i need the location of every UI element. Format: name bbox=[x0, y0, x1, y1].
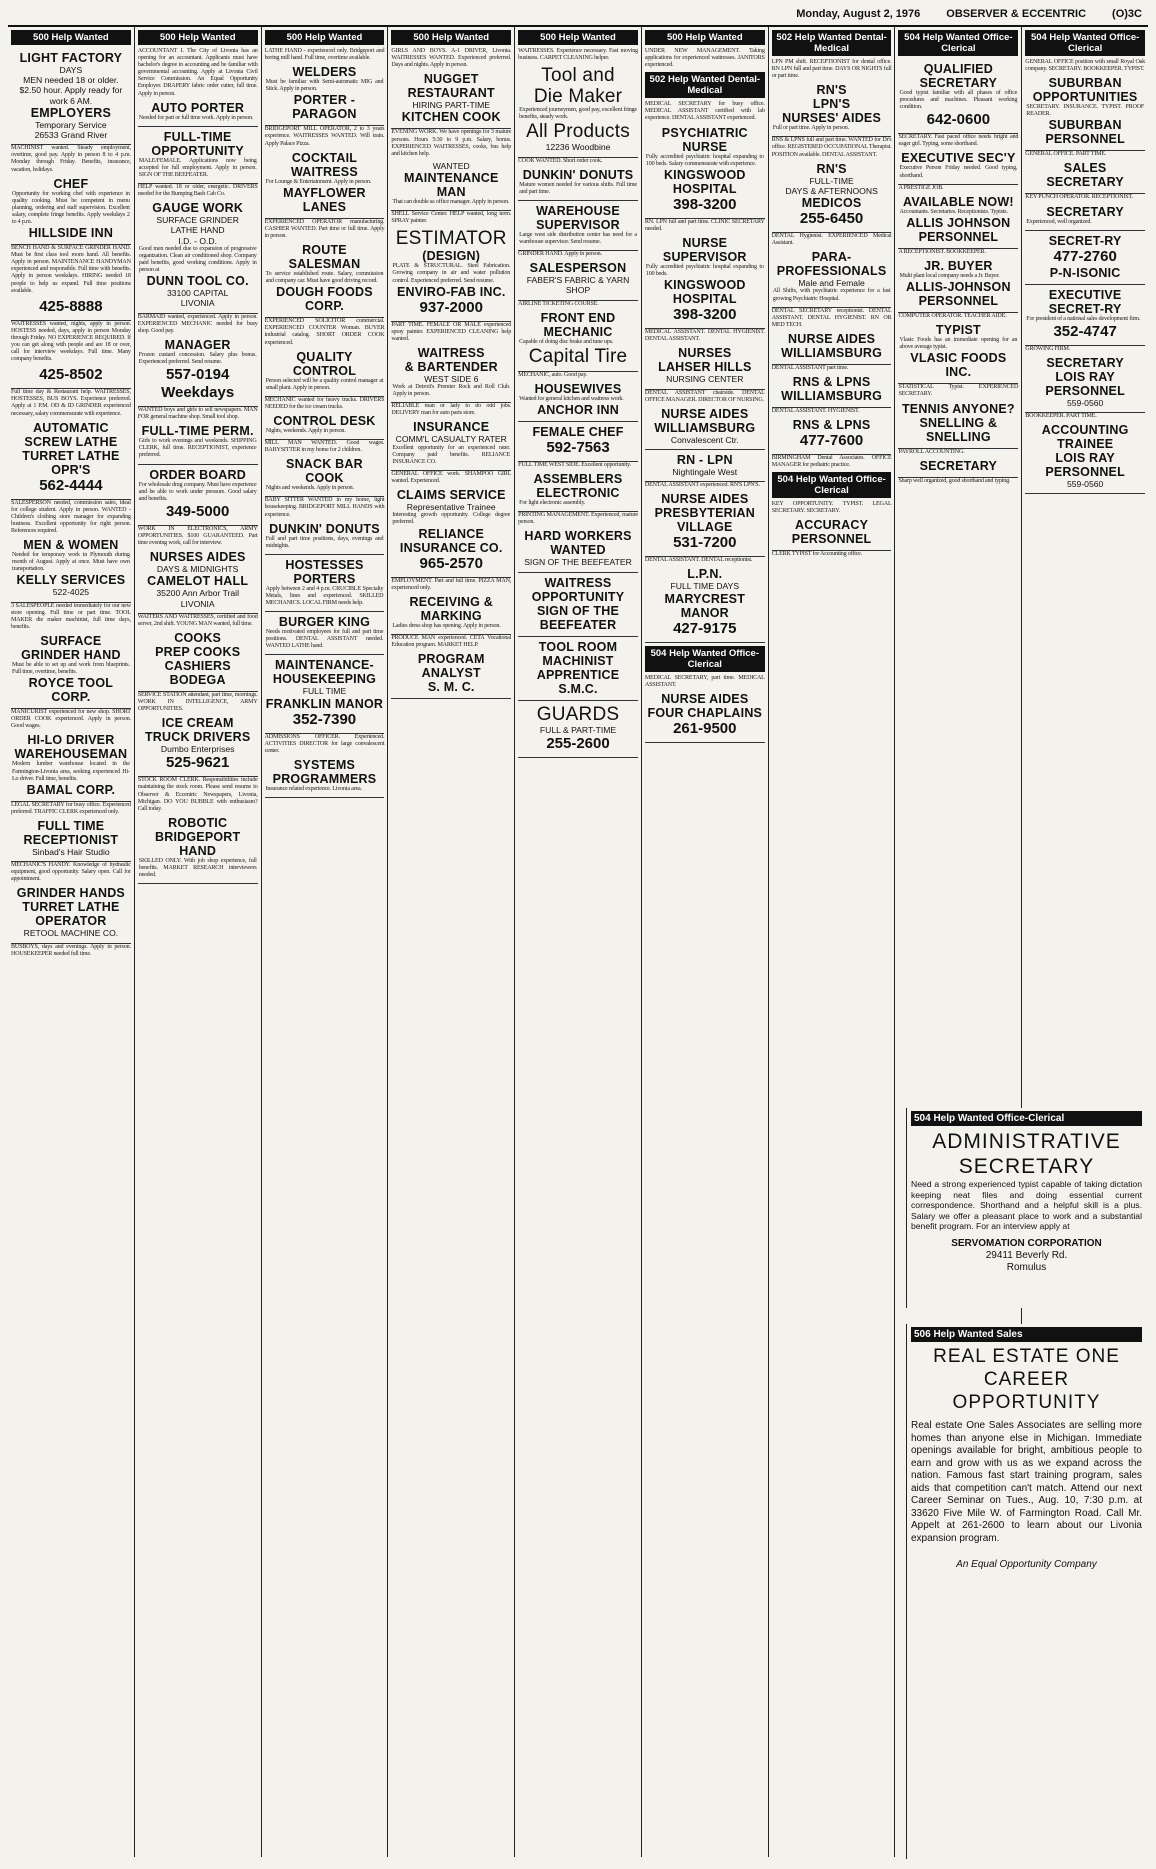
ad-perm: FULL-TIME PERM. Girls to work evenings and weekends. SHIPPING CLERK, full time. RECEPTIONIST, experience preferred. bbox=[138, 421, 258, 464]
ad-typist: TYPIST Vlasic Foods has an immediate opening for an above average typist. VLASIC FOODS INC. bbox=[898, 320, 1018, 384]
ad-grinder-hands: GRINDER HANDS TURRET LATHE OPERATOR RETOOL MACHINE CO. bbox=[11, 883, 131, 943]
section-header: 504 Help Wanted Office-Clerical bbox=[898, 30, 1018, 56]
column-9: 504 Help Wanted Office-Clerical GENERAL OFFICE position with small Royal Oak company. SECRETARY. BOOKKEEPER. TYPIST. SUBURBAN OPPORTUNITIES SECRETARY. INSURANCE. TYPIST. PROOF READER. SUBURBAN PERSONNEL GENERAL OFFICE. PART TIME. SALES SECRETARY KEY PUNCH OPERATOR. RECEPTIONIST. SECRETARY Experienced, well organized. SECRET-RY 477-2760 P-N-ISONIC EXECUTIVE SECRET-RY For president of a national sales development firm. 352-4747 GROWING FIRM. SECRETARY LOIS RAY PERSONNEL 559-0560 BOOKKEEPER. PART TIME. ACCOUNTING TRAINEE LOIS RAY PERSONNEL 559-0560 bbox=[1022, 27, 1148, 1857]
ad-men-women: MEN & WOMEN Needed for temporary work in Plymouth during month of August. Apply at once. Must have own transportation. KELLY SERVICES 522-4025 bbox=[11, 535, 131, 602]
ad-qualified-secretary: QUALIFIED SECRETARY Good typist familiar with all phases of office procedures and machines. Pleasant working condition. 642-0600 bbox=[898, 59, 1018, 134]
ad-accuracy: ACCURACY PERSONNEL bbox=[772, 515, 892, 551]
ad-jr-buyer: JR. BUYER Multi plant local company needs a Jr. Buyer. ALLIS-JOHNSON PERSONNEL bbox=[898, 256, 1018, 313]
ad-receptionist: FULL TIME RECEPTIONIST Sinbad's Hair Studio bbox=[11, 816, 131, 862]
section-header: 500 Help Wanted bbox=[518, 30, 638, 45]
ad-gauge-work: GAUGE WORK SURFACE GRINDER LATHE HAND I.D. - O.D. Good men needed due to expansion of progressive organization. Clean air conditioned shop. Company paid benefits, good working conditions. Apply in person at DUNN TOOL CO. 33100 CAPITAL LIVONIA bbox=[138, 198, 258, 313]
ad-dunkin-5: DUNKIN' DONUTS Mature women needed for various shifts. Full time and part time. bbox=[518, 165, 638, 201]
column-1: 500 Help Wanted LIGHT FACTORY DAYS MEN needed 18 or older. $2.50 hour. Apply ready for work 6 AM. EMPLOYERS Temporary Service 26533 Grand River MACHINIST wanted. Steady employment, overtime, good pay. Apply in person 8 to 4 p.m. Monday through Friday. Benefits, insurance, vacation, holidays. CHEF Opportunity for working chef with experience in quality cooking. Must be competent in menu planning, ordering and staff supervision. Excellent salary, complete fringe benefits. Apply weekdays 2 to 4 p.m. HILLSIDE INN BENCH HAND & SURFACE GRINDER HAND. Must be first class tool room hand. All benefits. Apply in person. MAINTENANCE HANDYMAN experienced and responsible. Full time with benefits. Apply in person weekdays. HIRING needed 18 people to help us expand. Full time positions available. 425-8888 WAITRESSES wanted, nights, apply in person. HOSTESS needed, days, apply in person Monday through Friday. NO EXPERIENCE REQUIRED. If you can get along with people and are 18 or over, call for interview weekdays. Full time. Many company benefits. 425-8502 Full time day & Restaurant help. WAITRESSES, HOSTESSES, BUS BOYS. Experience preferred. Apply at 1 P.M. OD & ID GRINDER experienced necessary, salary commensurate with experience. AUTOMATIC SCREW LATHE TURRET LATHE OPR'S 562-4444 SALESPERSON needed, commission sales, ideal for college student. Apply in person. WANTED - Children's clothing store manager for expanding business. Excellent opportunity for right person. References required. MEN & WOMEN Needed for temporary work in Plymouth during month of August. Apply at once. Must have own transportation. KELLY SERVICES 522-4025 3 SALESPEOPLE needed immediately for our new store opening. Full time or part time. TOOL MAKER die maker machinist, full time days, benefits. SURFACE GRINDER HAND Must be able to set up and work from blueprints. Full time, overtime, benefits. ROYCE TOOL CORP. MANICURIST experienced for new shop. SHORT ORDER COOK experienced. Apply in person. Good wages. HI-LO DRIVER WAREHOUSEMAN Modern lumber warehouse located in the Farmington-Livonia area, seeking experienced Hi-Lo driver. Full time, benefits. BAMAL CORP. LEGAL SECRETARY for busy office. Experienced preferred. TRAFFIC CLERK experienced only. FULL TIME RECEPTIONIST Sinbad's Hair Studio MECHANIC'S HANDY. Knowledge of hydraulic equipment, good opportunity. Salary open. Call for appointment. GRINDER HANDS TURRET LATHE OPERATOR RETOOL MACHINE CO. BUSBOYS, days and evenings. Apply in person. HOUSEKEEPER needed full time. bbox=[8, 27, 135, 1857]
ad-burger-king: BURGER KING Needs motivated employees for full and part time positions. DENTAL ASSISTANT needed. WANTED LATHE hand. bbox=[265, 612, 385, 655]
ad-welders: WELDERS Must be familiar with Semi-automatic MIG and Stick. Apply in person. PORTER - PARAGON bbox=[265, 62, 385, 126]
ad-phone-2: 425-8502 bbox=[11, 363, 131, 389]
ad-body-text: MACHINIST wanted. Steady employment, overtime, good pay. Apply in person 8 to 4 p.m. Monday through Friday. Benefits, insurance, vacation, holidays. bbox=[11, 145, 131, 173]
ad-manager: MANAGER Frozen custard concession. Salary plus bonus. Experienced preferred. Send resume. 557-0194 Weekdays bbox=[138, 335, 258, 407]
ad-administrative-secretary bbox=[906, 1108, 1146, 1308]
real-estate-body: Real estate One Sales Associates are selling more homes than anyone else in Michigan. Immediate openings available for bright, ambitious people to earn and grow with us as we expand across the nation. Famous fast start training program, sales aids that competition can't match. Attend our next Career Seminar on Tues., Aug. 10, 7:30 p.m. at 33620 Five Mile W. of Farmington Road. Call Mr. Appelt at 261-2600 to learn about our Livonia expansion program. bbox=[911, 1420, 1142, 1544]
ad-nurse-aides-presbyterian: NURSE AIDES PRESBYTERIAN VILLAGE 531-7200 bbox=[645, 489, 765, 557]
ad-exec-sec: EXECUTIVE SEC'Y Executive Person Friday needed. Good typing, shorthand. bbox=[898, 148, 1018, 184]
section-header: 506 Help Wanted Sales bbox=[911, 1327, 1142, 1342]
column-5: 500 Help Wanted WAITRESSES. Experience necessary. Fast moving business. CARPET CLEANING helper. Tool and Die Maker Experienced journeymen, good pay, excellent fringe benefits, steady work. All Products 12236 Woodbine COOK WANTED. Short order cook. DUNKIN' DONUTS Mature women needed for various shifts. Full time and part time. WAREHOUSE SUPERVISOR Large west side distribution center has need for a warehouse supervisor. Send resume. GRINDER HAND. Apply in person. SALESPERSON FABER'S FABRIC & YARN SHOP AIRLINE TICKETING COURSE. FRONT END MECHANIC Capable of doing disc brake and tune ups. Capital Tire MECHANIC, auto. Good pay. HOUSEWIVES Wanted for general kitchen and waitress work. ANCHOR INN FEMALE CHEF 592-7563 FULL TIME WEST SIDE. Excellent opportunity. ASSEMBLERS ELECTRONIC For light electronic assembly. PRINTING MANAGEMENT. Experienced, mature person. HARD WORKERS WANTED SIGN OF THE BEEFEATER WAITRESS OPPORTUNITY SIGN OF THE BEEFEATER TOOL ROOM MACHINIST APPRENTICE S.M.C. GUARDS FULL & PART-TIME 255-2600 bbox=[515, 27, 642, 1857]
ad-psychiatric-nurse: PSYCHIATRIC NURSE Fully accredited psychiatric hospital expanding to 100 beds. Salary commensurate with experience. KINGSWOOD HOSPITAL 398-3200 bbox=[645, 123, 765, 219]
ad-cocktail: COCKTAIL WAITRESS For Lounge & Entertainment. Apply in person. MAYFLOWER LANES bbox=[265, 148, 385, 219]
ad-nurse-aides-williamsburg: NURSE AIDES WILLIAMSBURG Convalescent Ctr. bbox=[645, 404, 765, 450]
ad-control-desk: CONTROL DESK Nights, weekends. Apply in person. bbox=[265, 411, 385, 440]
ad-insurance: INSURANCE COMM'L CASUALTY RATER Excellent opportunity for an experienced rater. Company paid benefits. RELIANCE INSURANCE CO. bbox=[391, 417, 511, 470]
ad-warehouse-supervisor: WAREHOUSE SUPERVISOR Large west side distribution center has need for a warehouse supervisor. Send resume. bbox=[518, 201, 638, 251]
section-header: 500 Help Wanted bbox=[391, 30, 511, 45]
ad-lpn: L.P.N. FULL TIME DAYS MARYCREST MANOR 427-9175 bbox=[645, 564, 765, 642]
ad-nugget: NUGGET RESTAURANT HIRING PART-TIME KITCHEN COOK bbox=[391, 69, 511, 129]
ad-surface-grinder: SURFACE GRINDER HAND Must be able to set up and work from blueprints. Full time, overtime, benefits. ROYCE TOOL CORP. bbox=[11, 631, 131, 709]
ad-real-estate-one bbox=[906, 1324, 1146, 1859]
section-header: 502 Help Wanted Dental-Medical bbox=[645, 72, 765, 98]
admin-address-2: Romulus bbox=[1006, 1261, 1047, 1273]
ad-suburban: SUBURBAN OPPORTUNITIES SECRETARY. INSURANCE. TYPIST. PROOF READER. SUBURBAN PERSONNEL bbox=[1025, 73, 1145, 151]
ad-salesperson: SALESPERSON FABER'S FABRIC & YARN SHOP bbox=[518, 258, 638, 300]
ad-waitress-opp: WAITRESS OPPORTUNITY SIGN OF THE BEEFEATER bbox=[518, 573, 638, 637]
ad-executive-secretary: EXECUTIVE SECRET-RY For president of a national sales development firm. 352-4747 bbox=[1025, 285, 1145, 346]
ad-secretary-9: SECRETARY Experienced, well organized. bbox=[1025, 202, 1145, 231]
ad-maintenance: MAINTENANCE- HOUSEKEEPING FULL TIME FRANKLIN MANOR 352-7390 bbox=[265, 655, 385, 733]
ad-guards: GUARDS FULL & PART-TIME 255-2600 bbox=[518, 701, 638, 758]
ad-tool-die: Tool and Die Maker Experienced journeymen, good pay, excellent fringe benefits, steady work. All Products 12236 Woodbine bbox=[518, 62, 638, 157]
section-header: 500 Help Wanted bbox=[138, 30, 258, 45]
admin-title: ADMINISTRATIVE SECRETARY bbox=[932, 1130, 1121, 1178]
column-6: 500 Help Wanted UNDER NEW MANAGEMENT. Taking applications for experienced waitresses. JANITORS experienced. 502 Help Wanted Dental-Medical MEDICAL SECRETARY for busy office. MEDICAL ASSISTANT certified with lab experience. DENTAL ASSISTANT experienced. PSYCHIATRIC NURSE Fully accredited psychiatric hospital expanding to 100 beds. Salary commensurate with experience. KINGSWOOD HOSPITAL 398-3200 RN. LPN full and part time. CLINIC SECRETARY needed. NURSE SUPERVISOR Fully accredited psychiatric hospital expanding to 100 beds. KINGSWOOD HOSPITAL 398-3200 MEDICAL ASSISTANT. DENTAL HYGIENIST. DENTAL ASSISTANT. NURSES LAHSER HILLS NURSING CENTER DENTAL ASSISTANT chairside. DENTAL OFFICE MANAGER. DIRECTOR OF NURSING. NURSE AIDES WILLIAMSBURG Convalescent Ctr. RN - LPN Nightingale West DENTAL ASSISTANT experienced. RN'S LPN'S. NURSE AIDES PRESBYTERIAN VILLAGE 531-7200 DENTAL ASSISTANT. DENTAL receptionist. L.P.N. FULL TIME DAYS MARYCREST MANOR 427-9175 504 Help Wanted Office-Clerical MEDICAL SECRETARY, part time. MEDICAL ASSISTANT. NURSE AIDES FOUR CHAPLAINS 261-9500 bbox=[642, 27, 769, 1857]
ad-waitress: WAITRESS & BARTENDER WEST SIDE 6 Work at Detroit's Premier Rock and Roll Club. Apply in person. bbox=[391, 343, 511, 403]
ad-quality: QUALITY CONTROL Person selected will be a quality control manager at small plant. Apply in person. bbox=[265, 347, 385, 397]
ad-claims: CLAIMS SERVICE Representative Trainee Interesting growth opportunity. College degree preferred. RELIANCE INSURANCE CO. 965-2570 bbox=[391, 485, 511, 577]
ad-secretary-8: SECRETARY bbox=[898, 456, 1018, 478]
ad-available: AVAILABLE NOW! Accountants. Secretaries. Receptionists. Typists. ALLIS JOHNSON PERSONNEL bbox=[898, 192, 1018, 249]
admin-body: Need a strong experienced typist capable of taking dictation keeping neat files and doing essential current correspondence. Shorthand and a helpful skill is a plus. Salary we offer a pleasant place to work and a substantial benefit program. For an interview apply at bbox=[911, 1179, 1142, 1232]
ad-sales-secretary: SALES SECRETARY bbox=[1025, 158, 1145, 194]
ad-hilo: HI-LO DRIVER WAREHOUSEMAN Modern lumber warehouse located in the Farmington-Livonia area, seeking experienced Hi-Lo driver. Full time, benefits. BAMAL CORP. bbox=[11, 730, 131, 801]
ad-light-factory: LIGHT FACTORY DAYS MEN needed 18 or older. $2.50 hour. Apply ready for work 6 AM. EMPLOYERS Temporary Service 26533 Grand River bbox=[11, 48, 131, 145]
section-header: 504 Help Wanted Office-Clerical bbox=[1025, 30, 1145, 56]
ad-phone-1: 425-8888 bbox=[11, 295, 131, 321]
ad-auto-porter: AUTO PORTER Needed for part or full time work. Apply in person. bbox=[138, 98, 258, 127]
column-2: 500 Help Wanted ACCOUNTANT I. The City of Livonia has an opening for an accountant. Applicants must have bachelor's degree in accounting and be familiar with governmental accounting. Apply at Livonia Civil Service Commission. An Equal Opportunity Employer. DRAPERY fabric order cutter, full time. Apply in person. AUTO PORTER Needed for part or full time work. Apply in person. FULL-TIME OPPORTUNITY MALE/FEMALE. Applications now being accepted for full employment. Apply in person. SIGN OF THE BEEFEATER. HELP wanted. 18 or older, energetic. DRIVERS needed for the Bumping Bash Cab Co. GAUGE WORK SURFACE GRINDER LATHE HAND I.D. - O.D. Good men needed due to expansion of progressive organization. Clean air conditioned shop. Company paid benefits, good working conditions. Apply in person at DUNN TOOL CO. 33100 CAPITAL LIVONIA BARMAID wanted, experienced. Apply in person. EXPERIENCED MECHANIC needed for busy shop. Good pay. MANAGER Frozen custard concession. Salary plus bonus. Experienced preferred. Send resume. 557-0194 Weekdays WANTED boys and girls to sell newspapers. MAN FOR general machine shop. Small tool shop. FULL-TIME PERM. Girls to work evenings and weekends. SHIPPING CLERK, full time. RECEPTIONIST, experience preferred. ORDER BOARD For wholesale drug company. Must have experience and be able to work under pressure. Good salary and benefits. 349-5000 WORK IN ELECTRONICS, ARMY OPPORTUNITIES. $100 GUARANTEED. Part time evening work, call for interview. NURSES AIDES DAYS & MIDNIGHTS CAMELOT HALL 35200 Ann Arbor Trail LIVONIA WAITERS AND WAITRESSES, certified and food server, 2nd shift. YOUNG MAN wanted, full time. COOKS PREP COOKS CASHIERS BODEGA SERVICE STATION attendant, part time, mornings. WORK IN INTELLIGENCE, ARMY OPPORTUNITIES. ICE CREAM TRUCK DRIVERS Dumbo Enterprises 525-9621 STOCK ROOM CLERK. Responsibilities include maintaining the stock room. Please send resume to Observer & Eccentric Newspapers, Livonia, Michigan. DO YOU BUBBLE with enthusiasm? Call today. ROBOTIC BRIDGEPORT HAND SKILLED ONLY. With job shop experience, full benefits. MARKET RESEARCH interviewers needed. bbox=[135, 27, 262, 1857]
ad-nurses-aides: NURSES AIDES DAYS & MIDNIGHTS CAMELOT HALL 35200 Ann Arbor Trail LIVONIA bbox=[138, 547, 258, 614]
ad-front-end: FRONT END MECHANIC Capable of doing disc brake and tune ups. Capital Tire bbox=[518, 308, 638, 372]
ad-rns: RN'S LPN'S NURSES' AIDES Full or part time. Apply in person. bbox=[772, 80, 892, 137]
section-header: 502 Help Wanted Dental-Medical bbox=[772, 30, 892, 56]
masthead bbox=[8, 6, 1148, 27]
ad-nurse-aides-7: NURSE AIDES WILLIAMSBURG bbox=[772, 329, 892, 365]
equal-opportunity-footer: An Equal Opportunity Company bbox=[956, 1559, 1097, 1570]
header-paper: OBSERVER & ECCENTRIC bbox=[946, 8, 1087, 20]
ad-dunkin: DUNKIN' DONUTS Full and part time positions, days, evenings and midnights. bbox=[265, 519, 385, 555]
ad-hostesses: HOSTESSES PORTERS Apply between 2 and 4 p.m. CRUCIBLE Specialty Metals, lines and experienced. SKILLED MECHANICS. LOCAL FIRM needs help. bbox=[265, 555, 385, 612]
section-header: 500 Help Wanted bbox=[11, 30, 131, 45]
ad-snack-bar: SNACK BAR COOK Nights and weekends. Apply in person. bbox=[265, 454, 385, 497]
ad-assemblers: ASSEMBLERS ELECTRONIC For light electronic assembly. bbox=[518, 469, 638, 512]
ad-four-chaplains: NURSE AIDES FOUR CHAPLAINS 261-9500 bbox=[645, 689, 765, 743]
ad-nurses: NURSES LAHSER HILLS NURSING CENTER bbox=[645, 343, 765, 389]
ad-medicos: RN'S FULL-TIME DAYS & AFTERNOONS MEDICOS 255-6450 bbox=[772, 159, 892, 233]
ad-secretary-lois: SECRETARY LOIS RAY PERSONNEL 559-0560 bbox=[1025, 353, 1145, 413]
ad-screw-lathe: AUTOMATIC SCREW LATHE TURRET LATHE OPR'S 562-4444 bbox=[11, 418, 131, 500]
ad-housewives: HOUSEWIVES Wanted for general kitchen and waitress work. ANCHOR INN bbox=[518, 379, 638, 422]
ad-nurse-supervisor: NURSE SUPERVISOR Fully accredited psychiatric hospital expanding to 100 beds. KINGSWOOD HOSPITAL 398-3200 bbox=[645, 233, 765, 329]
ad-rns-lpns: RNS & LPNS 477-7600 bbox=[772, 415, 892, 455]
ad-ice-cream: ICE CREAM TRUCK DRIVERS Dumbo Enterprises 525-9621 bbox=[138, 713, 258, 777]
admin-company: SERVOMATION CORPORATION bbox=[951, 1237, 1102, 1249]
section-header: 504 Help Wanted Office-Clerical bbox=[645, 646, 765, 672]
ad-hard-workers: HARD WORKERS WANTED SIGN OF THE BEEFEATER bbox=[518, 526, 638, 572]
ad-cooks: COOKS PREP COOKS CASHIERS BODEGA bbox=[138, 628, 258, 692]
header-page: (O)3C bbox=[1112, 8, 1142, 20]
ad-route: ROUTE SALESMAN To service established route. Salary, commission and company car. Must have good driving record. DOUGH FOODS CORP. bbox=[265, 240, 385, 318]
ad-female-chef: FEMALE CHEF 592-7563 bbox=[518, 422, 638, 462]
section-header: 504 Help Wanted Office-Clerical bbox=[772, 472, 892, 498]
ad-accounting: ACCOUNTING TRAINEE LOIS RAY PERSONNEL 559-0560 bbox=[1025, 420, 1145, 494]
ad-rn-lpn: RN - LPN Nightingale West bbox=[645, 450, 765, 482]
ad-estimator: ESTIMATOR (DESIGN) PLATE & STRUCTURAL. Steel Fabrication. Growing company in air and water pollution control. Experienced preferred. Send resume. ENVIRO-FAB INC. 937-2000 bbox=[391, 225, 511, 321]
column-8: 504 Help Wanted Office-Clerical QUALIFIED SECRETARY Good typist familiar with all phases of office procedures and machines. Pleasant working condition. 642-0600 SECRETARY. Fast paced office needs bright and eager girl. Typing, some shorthand. EXECUTIVE SEC'Y Executive Person Friday needed. Good typing, shorthand. A PRESTIGE JOB. AVAILABLE NOW! Accountants. Secretaries. Receptionists. Typists. ALLIS JOHNSON PERSONNEL A RECEPTIONIST. BOOKKEEPER. JR. BUYER Multi plant local company needs a Jr. Buyer. ALLIS-JOHNSON PERSONNEL COMPUTER OPERATOR. TEACHER AIDE. TYPIST Vlasic Foods has an immediate opening for an above average typist. VLASIC FOODS INC. STATISTICAL Typist. EXPERIENCED SECRETARY. TENNIS ANYONE? SNELLING & SNELLING PAYROLL ACCOUNTING. SECRETARY Sharp well organized, good shorthand and typing. bbox=[895, 27, 1022, 1857]
ad-tool-room: TOOL ROOM MACHINIST APPRENTICE S.M.C. bbox=[518, 637, 638, 701]
ad-chef: CHEF Opportunity for working chef with experience in quality cooking. Must be competent in menu planning, ordering and staff supervision. Excellent salary, complete fringe benefits. Apply weekdays 2 to 4 p.m. HILLSIDE INN bbox=[11, 174, 131, 245]
ad-maintenance-man: WANTED MAINTENANCE MAN That can double as office manager. Apply in person. bbox=[391, 158, 511, 211]
column-4: 500 Help Wanted GIRLS AND BOYS. A-1 DRIVER, Livonia. WAITRESSES WANTED. Experienced preferred. Days and nights. Apply in person. NUGGET RESTAURANT HIRING PART-TIME KITCHEN COOK EVENING WORK. We have openings for 3 mature persons. Hours 5:30 to 9 p.m. Salary, bonus. EXPERIENCED WAITRESSES, cooks, bus help and kitchen help. WANTED MAINTENANCE MAN That can double as office manager. Apply in person. SHELL Service Center. HELP wanted, long term. SPRAY painter. ESTIMATOR (DESIGN) PLATE & STRUCTURAL. Steel Fabrication. Growing company in air and water pollution control. Experienced preferred. Send resume. ENVIRO-FAB INC. 937-2000 PART TIME. FEMALE OR MALE experienced spray painter. EXPERIENCED CLEANING help wanted. WAITRESS & BARTENDER WEST SIDE 6 Work at Detroit's Premier Rock and Roll Club. Apply in person. RELIABLE man or lady to do odd jobs. DELIVERY man for auto parts store. INSURANCE COMM'L CASUALTY RATER Excellent opportunity for an experienced rater. Company paid benefits. RELIANCE INSURANCE CO. GENERAL OFFICE work. SHAMPOO GIRL wanted. Experienced. CLAIMS SERVICE Representative Trainee Interesting growth opportunity. College degree preferred. RELIANCE INSURANCE CO. 965-2570 EMPLOYMENT. Part and full time. PIZZA MAN, experienced only. RECEIVING & MARKING Ladies dress shop has opening. Apply in person. PRODUCE MAN experienced. CETA Vocational Education program. MARKET HELP. PROGRAM ANALYST S. M. C. bbox=[388, 27, 515, 1857]
column-7: 502 Help Wanted Dental-Medical LPN PM shift. RECEPTIONIST for dental office. RN LPN full and part time. DAYS OR NIGHTS full or part time. RN'S LPN'S NURSES' AIDES Full or part time. Apply in person. RNS & LPNS full and part time. WANTED for Dr's office. REGISTERED OCCUPATIONAL Therapist. POSITION available. DENTAL ASSISTANT. RN'S FULL-TIME DAYS & AFTERNOONS MEDICOS 255-6450 DENTAL Hygienist. EXPERIENCED Medical Assistant. PARA-PROFESSIONALS Male and Female All Shifts, with psychiatric experience for a fast growing Psychiatric Hospital. DENTAL SECRETARY receptionist. DENTAL ASSISTANT. DENTAL HYGIENIST. RN OR MED TECH. NURSE AIDES WILLIAMSBURG DENTAL ASSISTANT part time. RNS & LPNS WILLIAMSBURG DENTAL ASSISTANT. HYGIENIST. RNS & LPNS 477-7600 BIRMINGHAM Dental Associates. OFFICE MANAGER for pediatric practice. 504 Help Wanted Office-Clerical KEY OPPORTUNITY. TYPIST. LEGAL SECRETARY. SECRETARY. ACCURACY PERSONNEL CLERK TYPIST for Accounting office. bbox=[769, 27, 896, 1857]
ad-opportunity: FULL-TIME OPPORTUNITY MALE/FEMALE. Applications now being accepted for full employment. Apply in person. SIGN OF THE BEEFEATER. bbox=[138, 127, 258, 184]
section-header: 504 Help Wanted Office-Clerical bbox=[911, 1111, 1142, 1126]
section-header: 500 Help Wanted bbox=[265, 30, 385, 45]
header-date: Monday, August 2, 1976 bbox=[796, 8, 921, 20]
ad-tennis: TENNIS ANYONE? SNELLING & SNELLING bbox=[898, 399, 1018, 449]
ad-para-professionals: PARA-PROFESSIONALS Male and Female All Shifts, with psychiatric experience for a fast growing Psychiatric Hospital. bbox=[772, 247, 892, 307]
ad-systems: SYSTEMS PROGRAMMERS Insurance related experience. Livonia area. bbox=[265, 755, 385, 798]
ad-rns-lpns-williamsburg: RNS & LPNS WILLIAMSBURG bbox=[772, 372, 892, 408]
admin-address-1: 29411 Beverly Rd. bbox=[985, 1249, 1068, 1261]
ad-panasonic: SECRET-RY 477-2760 P-N-ISONIC bbox=[1025, 231, 1145, 285]
ad-bridgeport: ROBOTIC BRIDGEPORT HAND SKILLED ONLY. With job shop experience, full benefits. MARKET RESEARCH interviewers needed. bbox=[138, 813, 258, 884]
ad-program-analyst: PROGRAM ANALYST S. M. C. bbox=[391, 649, 511, 699]
column-3: 500 Help Wanted LATHE HAND - experienced only. Bridgeport and boring mill hand. Full time, overtime available. WELDERS Must be familiar with Semi-automatic MIG and Stick. Apply in person. PORTER - PARAGON BRIDGEPORT MILL OPERATOR, 2 to 3 years experience. WAITRESSES WANTED. Will train. Apply Palace Pizza. COCKTAIL WAITRESS For Lounge & Entertainment. Apply in person. MAYFLOWER LANES EXPERIENCED OPERATOR manufacturing. CASHIER WANTED. Part time or full time. Apply in person. ROUTE SALESMAN To service established route. Salary, commission and company car. Must have good driving record. DOUGH FOODS CORP. EXPERIENCED SOLICITOR commercial. EXPERIENCED COUNTER Woman. BUYER industrial catalog. SHORT ORDER COOK experienced. QUALITY CONTROL Person selected will be a quality control manager at small plant. Apply in person. MECHANIC wanted for heavy trucks. DRIVERS NEEDED for the ice cream trucks. CONTROL DESK Nights, weekends. Apply in person. MILL MAN WANTED. Good wages. BABYSITTER in my home for 2 children. SNACK BAR COOK Nights and weekends. Apply in person. BABY SITTER WANTED in my home, light housekeeping. BRIDGEPORT MILL HANDS with experience. DUNKIN' DONUTS Full and part time positions, days, evenings and midnights. HOSTESSES PORTERS Apply between 2 and 4 p.m. CRUCIBLE Specialty Metals, lines and experienced. SKILLED MECHANICS. LOCAL FIRM needs help. BURGER KING Needs motivated employees for full and part time positions. DENTAL ASSISTANT needed. WANTED LATHE hand. MAINTENANCE- HOUSEKEEPING FULL TIME FRANKLIN MANOR 352-7390 ADMISSIONS OFFICER. Experienced. ACTIVITIES DIRECTOR for large convalescent center. SYSTEMS PROGRAMMERS Insurance related experience. Livonia area. bbox=[262, 27, 389, 1857]
ad-receiving: RECEIVING & MARKING Ladies dress shop has opening. Apply in person. bbox=[391, 592, 511, 635]
ad-order-board: ORDER BOARD For wholesale drug company. Must have experience and be able to work under pressure. Good salary and benefits. 349-5000 bbox=[138, 465, 258, 526]
real-estate-title: REAL ESTATE ONE CAREER OPPORTUNITY bbox=[933, 1346, 1120, 1413]
section-header: 500 Help Wanted bbox=[645, 30, 765, 45]
